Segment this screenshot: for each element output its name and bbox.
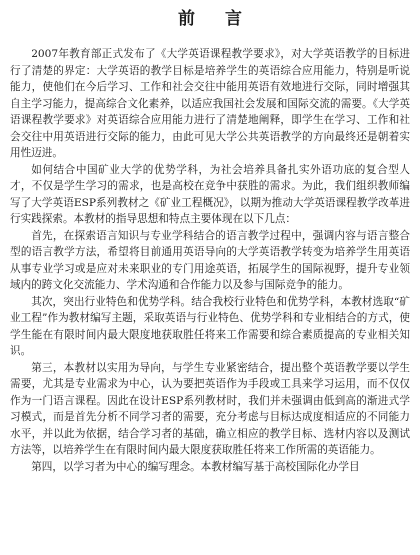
- paragraph-1: 2007年教育部正式发布了《大学英语课程教学要求》，对大学英语教学的目标进行了清楚的界定：大学英语的教学目标是培养学生的英语综合应用能力，特别是听说能力，使他们在今后学习、工作和社会交往中能用英语有效地进行交际，同时增强其自主学习能力，提高综合文化素养，以适应我国社会发展和国际交流的需要。《大学英语课程教学要求》对英语综合应用能力进行了清楚地阐释，即学生在学习、工作和社会交往中用英语进行交际的能力，由此可见大学公共英语教学的方向最终还是朝着实用性迈进。: [10, 48, 410, 159]
- paragraph-5: 第三，本教材以实用为导向，与学生专业紧密结合，提出整个英语教学要以学生需要，尤其是专业需求为中心，认为要把英语作为手段或工具来学习运用，而不仅仅作为一门语言课程。因此在设计ESP系列教材时，我们并未强调由低到高的渐进式学习模式，而是首先分析不同学习者的需要，充分考虑与目标达成度相适应的不同能力水平，并以此为依据，结合学习者的基础，确立相应的教学目标、选材内容以及测试方法等，以培养学生在有限时间内最大限度获取胜任将来工作所需的英语能力。: [10, 361, 410, 456]
- paragraph-2: 如何结合中国矿业大学的优势学科，为社会培养具备扎实外语功底的复合型人才，不仅是学生学习的需求，也是高校在竞争中获胜的需求。为此，我们组织教师编写了大学英语ESP系列教材之《矿业工程概况》，以期为推动大学英语课程教学改革进行实践探索。本教材的指导思想和特点主要体现在以下几点：: [10, 163, 410, 225]
- page-title: 前 言: [178, 9, 254, 29]
- paragraph-4: 其次，突出行业特色和优势学科。结合我校行业特色和优势学科，本教材选取“矿业工程”作为教材编写主题，采取英语与行业特色、优势学科和专业相结合的方式，使学生能在有限时间内最大限度地获取胜任将来工作需要和综合素质提高的专业相关知识。: [10, 295, 410, 357]
- paragraph-6: 第四，以学习者为中心的编写理念。本教材编写基于高校国际化办学目: [31, 460, 360, 473]
- paragraph-3: 首先，在探索语言知识与专业学科结合的语言教学过程中，强调内容与语言整合型的语言教学方法，希望将目前通用英语导向的大学英语教学转变为培养学生用英语从事专业学习或是应对未来职业的专门用途英语，拓展学生的国际视野，提升专业领域内的跨文化交流能力、学术沟通和合作能力以及参与国际竞争的能力。: [10, 229, 410, 291]
